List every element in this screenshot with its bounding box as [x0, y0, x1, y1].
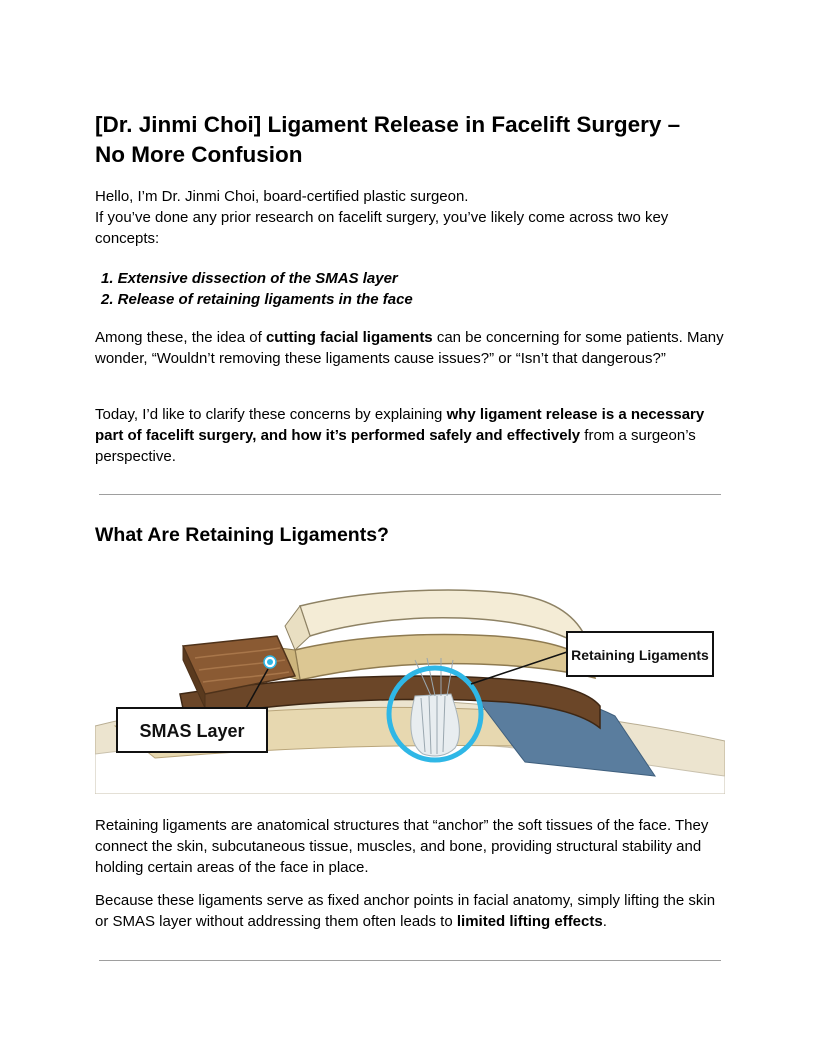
intro-line-2: If you’ve done any prior research on facelift surgery, you’ve likely come across two key concepts: — [95, 209, 669, 247]
concept-list — [101, 268, 413, 310]
intro-paragraph — [95, 186, 725, 249]
concept-item: 2. Release of retaining ligaments in the face — [101, 291, 413, 308]
ligament-fibers — [411, 694, 460, 756]
clarify-text-a: Today, I’d like to clarify these concerns by explaining — [95, 406, 447, 423]
smas-label: SMAS Layer — [139, 721, 245, 741]
anchor-text-b: . — [602, 913, 607, 930]
section-divider — [99, 960, 721, 961]
intro-line-1: Hello, I’m Dr. Jinmi Choi, board-certified plastic surgeon. — [95, 188, 469, 205]
anatomy-illustration — [95, 576, 725, 794]
anchor-points-paragraph — [95, 890, 725, 932]
concern-bold: cutting facial ligaments — [265, 329, 433, 346]
clarify-paragraph — [95, 404, 725, 467]
section-divider — [99, 494, 721, 495]
article-title: [Dr. Jinmi Choi] Ligament Release in Facelift Surgery – No More Confusion — [95, 112, 681, 167]
clarify-text-b: from a surgeon’s perspective. — [95, 427, 696, 465]
concept-item: 1. Extensive dissection of the SMAS layer — [101, 270, 398, 287]
section-heading: What Are Retaining Ligaments? — [95, 524, 389, 546]
anchor-text-a: Because these ligaments serve as fixed anchor points in facial anatomy, simply lifting the skin or SMAS layer without addressing them often leads to — [95, 892, 716, 930]
ligament-label: Retaining Ligaments — [571, 647, 709, 663]
ligament-diagram — [95, 576, 725, 794]
clarify-bold: why ligament release is a necessary part of facelift surgery, and how it’s performed safely and effectively — [95, 406, 705, 444]
concern-text-b: can be concerning for some patients. Many wonder, “Wouldn’t removing these ligaments cause issues?” or “Isn’t that dangerous?” — [95, 329, 724, 367]
anchor-bold: limited lifting effects — [456, 913, 603, 930]
concern-text-a: Among these, the idea of — [95, 329, 266, 346]
concern-paragraph — [95, 327, 725, 369]
ligament-definition-paragraph: Retaining ligaments are anatomical structures that “anchor” the soft tissues of the face. They connect the skin, subcutaneous tissue, muscles, and bone, providing structural stability and holding certain areas of the face in place. — [95, 817, 709, 876]
